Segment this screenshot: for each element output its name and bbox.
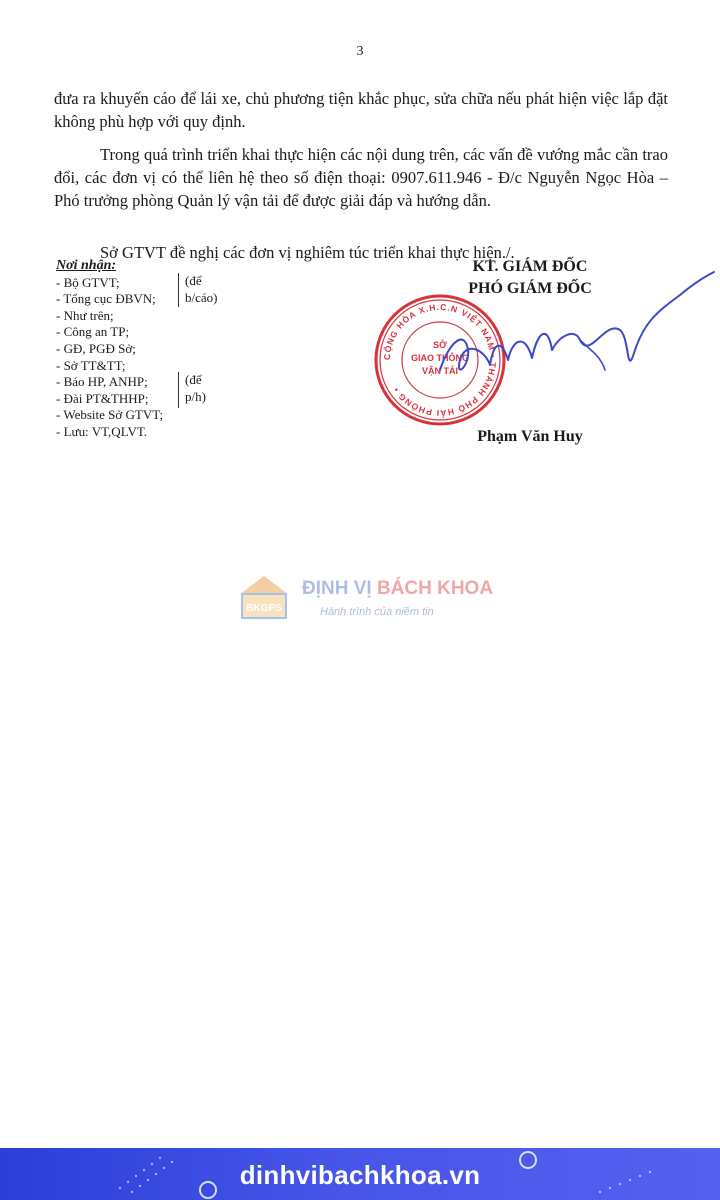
paragraph-2: Trong quá trình triển khai thực hiện các nội dung trên, các vấn đề vướng mắc cần trao đổi, các đơn vị có thể liên hệ theo số điện thoại: 0907.611.946 - Đ/c Nguyễn Ngọc Hòa – Phó trưởng phòng Quản lý vận tải để được giải đáp và hướng dẫn. [54,144,668,210]
bracket-line: (để [185,273,202,288]
footer-banner [0,1148,720,1200]
signer-title-2: PHÓ GIÁM ĐỐC [468,280,592,297]
seal-ring-text: CỘNG HÒA X.H.C.N VIỆT NAM • THÀNH PHỐ HẢI PHÒNG • [381,301,499,419]
recipients-bracket-report [178,273,217,307]
recipient-item: - GĐ, PGĐ Sở; [56,340,136,356]
recipient-item: - Công an TP; [56,324,130,340]
seal-center-line: SỞ [433,340,447,350]
watermark-title-part1: ĐỊNH VỊ [302,578,377,599]
bkgps-logo-text: BKGPS [246,603,282,614]
recipient-item: - Tổng cục ĐBVN; [56,291,156,307]
recipient-item: - Như trên; [56,307,114,323]
recipients-block [56,258,163,441]
handwritten-signature [430,270,720,410]
bracket-line: b/cáo) [185,289,218,305]
watermark-slogan: Hành trình của niềm tin [320,606,434,618]
seal-center-line: GIAO THÔNG [411,353,469,363]
recipient-item: - Đài PT&THHP; [56,390,149,406]
recipient-item: - Bộ GTVT; [56,274,120,290]
seal-center-line: VẬN TẢI [422,366,458,376]
signer-name: Phạm Văn Huy [477,428,583,445]
watermark-title [302,578,493,600]
watermark [236,574,496,624]
bkgps-logo-icon [236,574,292,624]
recipient-item: - Website Sở GTVT; [56,407,164,423]
recipients-bracket-coordinate [178,372,206,408]
signer-title-1: KT. GIÁM ĐỐC [472,258,588,275]
bracket-line: (để [185,372,202,387]
paragraph-3: Sở GTVT đề nghị các đơn vị nghiêm túc triển khai thực hiện./. [100,242,515,262]
recipient-item: - Báo HP, ANHP; [56,374,148,390]
paragraph-1: đưa ra khuyến cáo để lái xe, chủ phương tiện khắc phục, sửa chữa nếu phát hiện việc lắp đặt không phù hợp với quy định. [54,88,668,131]
recipient-item: - Lưu: VT,QLVT. [56,423,148,439]
footer-site-url[interactable]: dinhvibachkhoa.vn [239,1160,481,1190]
page-number: 3 [356,44,364,59]
recipients-heading: Nơi nhận: [56,258,117,273]
watermark-title-part2: BÁCH KHOA [376,578,494,599]
recipient-item: - Sở TT&TT; [56,357,126,373]
bracket-line: p/h) [185,388,206,404]
